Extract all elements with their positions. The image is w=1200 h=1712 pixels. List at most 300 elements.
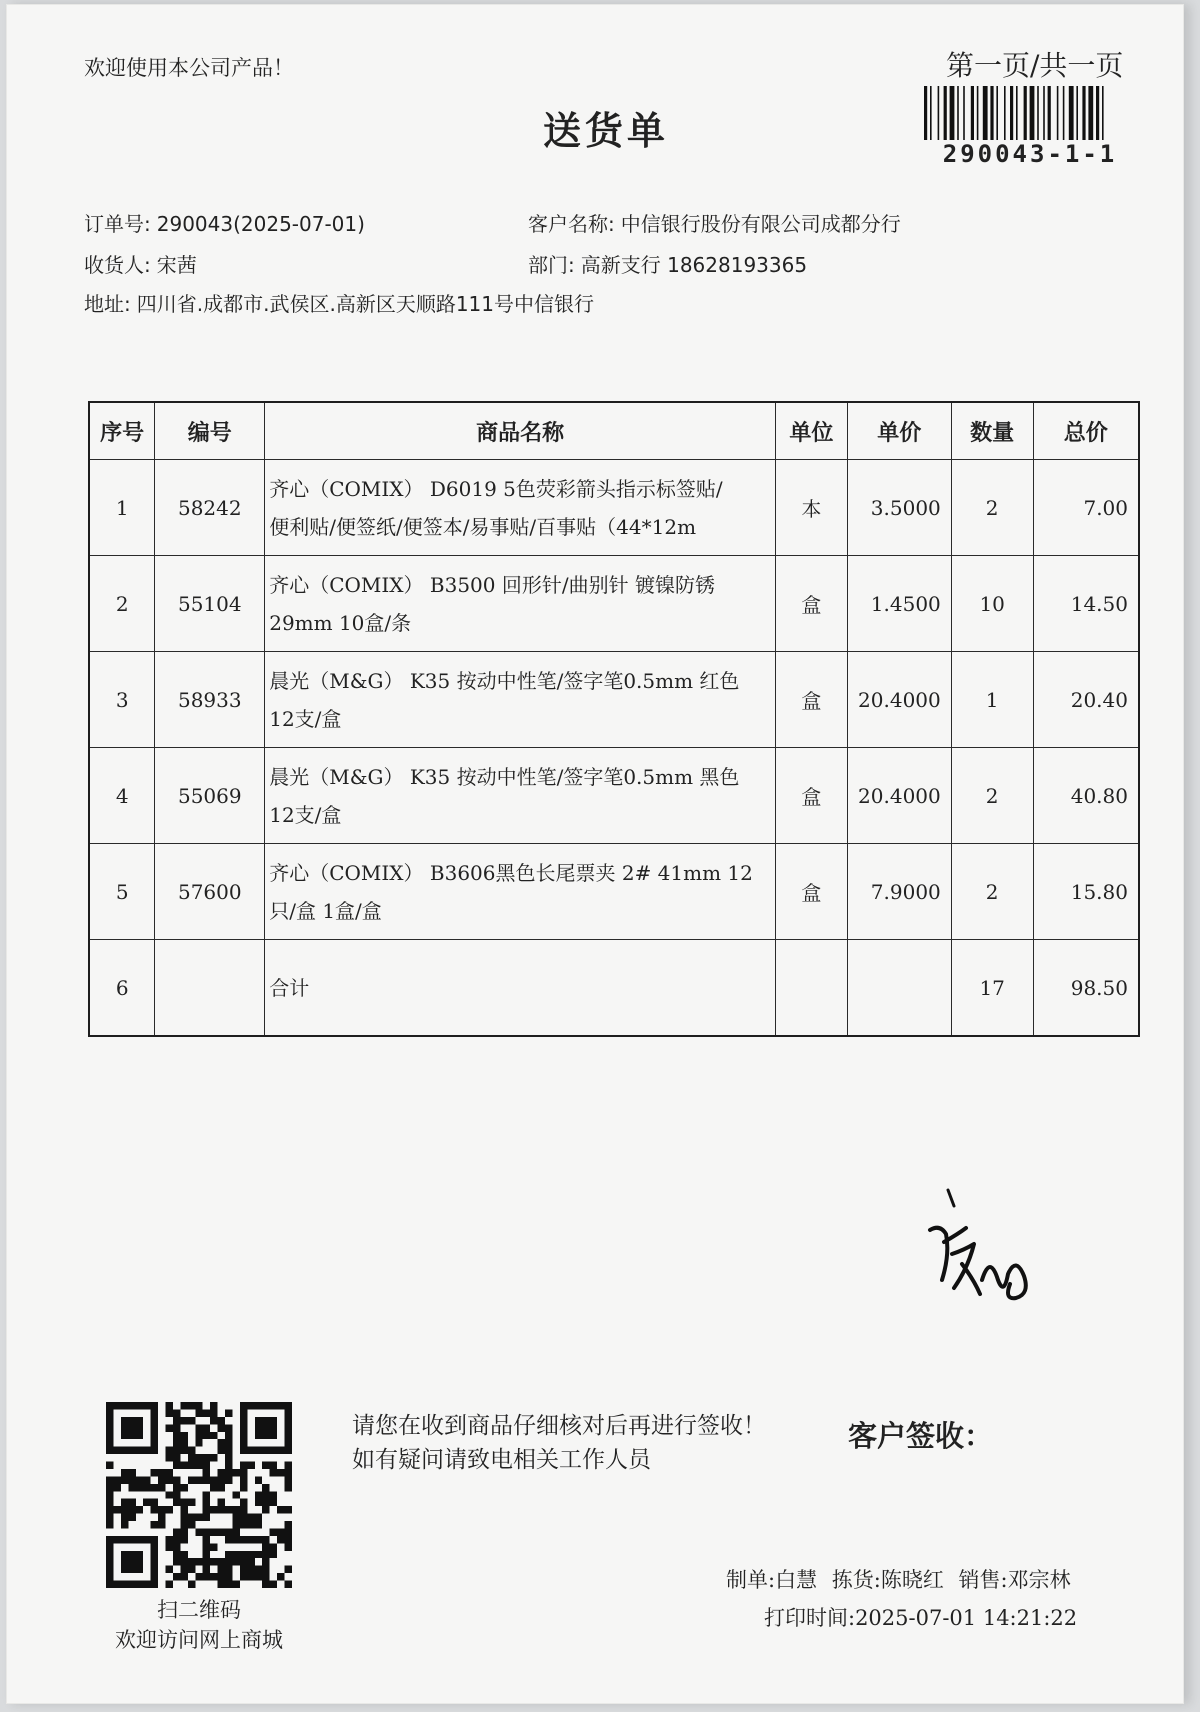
qr-module xyxy=(210,1573,217,1580)
qr-module xyxy=(195,1462,202,1469)
qr-module xyxy=(225,1536,232,1543)
qr-module xyxy=(218,1424,225,1431)
delivery-note-page xyxy=(6,4,1184,1704)
qr-module xyxy=(262,1491,269,1498)
table-row xyxy=(89,748,1139,844)
qr-module xyxy=(225,1409,232,1416)
qr-module xyxy=(180,1551,187,1558)
qr-module xyxy=(225,1447,232,1454)
qr-module xyxy=(203,1514,210,1521)
qr-module xyxy=(166,1447,173,1454)
qr-module xyxy=(247,1573,254,1580)
qr-module xyxy=(218,1528,225,1535)
qr-module xyxy=(180,1514,187,1521)
qr-module xyxy=(247,1521,254,1528)
product-name-line-2: 12支/盒 xyxy=(269,706,342,731)
qr-module xyxy=(262,1499,269,1506)
qr-module xyxy=(203,1543,210,1550)
qr-module xyxy=(173,1543,180,1550)
order-number-value: 290043(2025-07-01) xyxy=(156,212,365,236)
qr-module xyxy=(158,1476,165,1483)
qr-module xyxy=(173,1491,180,1498)
qr-module xyxy=(210,1528,217,1535)
qr-module xyxy=(166,1491,173,1498)
qr-module xyxy=(166,1506,173,1513)
qr-module xyxy=(195,1528,202,1535)
qr-module xyxy=(240,1462,247,1469)
qr-module xyxy=(203,1566,210,1573)
cell-product-name xyxy=(265,748,776,844)
cell-product-name xyxy=(265,652,776,748)
qr-module xyxy=(285,1581,292,1588)
qr-module xyxy=(203,1491,210,1498)
qr-module xyxy=(285,1469,292,1476)
qr-module xyxy=(180,1573,187,1580)
qr-module xyxy=(166,1424,173,1431)
qr-module xyxy=(240,1521,247,1528)
product-name-line-1: 齐心（COMIX） B3606黑色长尾票夹 2# 41mm 12 xyxy=(269,860,753,885)
qr-module xyxy=(247,1558,254,1565)
qr-module xyxy=(285,1484,292,1491)
qr-module xyxy=(255,1476,262,1483)
barcode-bar xyxy=(1069,86,1074,140)
qr-module xyxy=(285,1528,292,1535)
total-label: 合计 xyxy=(269,975,310,1000)
header-quantity: 数量 xyxy=(951,402,1033,460)
cell-total: 40.80 xyxy=(1033,748,1139,844)
qr-module xyxy=(195,1439,202,1446)
qr-module xyxy=(128,1484,135,1491)
cell-total: 15.80 xyxy=(1033,844,1139,940)
qr-module xyxy=(247,1514,254,1521)
qr-module xyxy=(180,1417,187,1424)
qr-module xyxy=(173,1476,180,1483)
barcode-bar xyxy=(924,86,927,140)
qr-module xyxy=(113,1506,120,1513)
cell-no: 1 xyxy=(89,460,155,556)
qr-module xyxy=(225,1424,232,1431)
qr-module xyxy=(173,1432,180,1439)
qr-caption-mall: 欢迎访问网上商城 xyxy=(115,1628,283,1652)
qr-module xyxy=(173,1573,180,1580)
qr-module xyxy=(195,1476,202,1483)
cell-code: 57600 xyxy=(155,844,265,940)
qr-module xyxy=(166,1536,173,1543)
barcode-bar xyxy=(1057,86,1059,140)
product-name-line-2: 只/盒 1盒/盒 xyxy=(269,898,382,923)
qr-module xyxy=(203,1469,210,1476)
qr-module xyxy=(225,1462,232,1469)
header-unit: 单位 xyxy=(775,402,847,460)
qr-module xyxy=(195,1454,202,1461)
qr-module xyxy=(195,1558,202,1565)
cell-no: 5 xyxy=(89,844,155,940)
product-name-line-1: 晨光（M&G） K35 按动中性笔/签字笔0.5mm 红色 xyxy=(269,668,740,693)
qr-module xyxy=(240,1573,247,1580)
table-row xyxy=(89,556,1139,652)
qr-module xyxy=(188,1476,195,1483)
barcode-bar xyxy=(971,86,974,140)
qr-module xyxy=(151,1484,158,1491)
qr-module xyxy=(270,1462,277,1469)
qr-module xyxy=(240,1476,247,1483)
table-total-row xyxy=(89,940,1139,1037)
qr-module xyxy=(203,1558,210,1565)
qr-module xyxy=(262,1506,269,1513)
qr-module xyxy=(270,1551,277,1558)
qr-module xyxy=(180,1402,187,1409)
qr-module xyxy=(240,1506,247,1513)
qr-module xyxy=(262,1558,269,1565)
qr-module xyxy=(210,1432,217,1439)
qr-module xyxy=(225,1506,232,1513)
qr-module xyxy=(121,1417,143,1439)
qr-module xyxy=(225,1581,232,1588)
qr-module xyxy=(158,1469,165,1476)
qr-module xyxy=(180,1521,187,1528)
qr-module xyxy=(188,1558,195,1565)
barcode-bar xyxy=(1010,86,1013,140)
qr-module xyxy=(203,1462,210,1469)
qr-module xyxy=(188,1521,195,1528)
qr-module xyxy=(232,1521,239,1528)
qr-module xyxy=(203,1551,210,1558)
qr-module xyxy=(180,1558,187,1565)
receiver xyxy=(84,249,197,278)
barcode-bar xyxy=(1063,86,1065,140)
qr-module xyxy=(270,1469,277,1476)
qr-module xyxy=(218,1447,225,1454)
qr-module xyxy=(173,1462,180,1469)
qr-module xyxy=(262,1566,269,1573)
qr-module xyxy=(270,1581,277,1588)
order-number xyxy=(84,208,365,237)
product-name-line-1: 齐心（COMIX） D6019 5色荧彩箭头指示标签贴/ xyxy=(269,476,723,501)
qr-module xyxy=(173,1454,180,1461)
qr-module xyxy=(262,1573,269,1580)
cell-unit: 盒 xyxy=(775,652,847,748)
cell-unit-price: 3.5000 xyxy=(847,460,951,556)
qr-module xyxy=(255,1521,262,1528)
qr-module xyxy=(180,1506,187,1513)
qr-module xyxy=(106,1514,113,1521)
qr-module xyxy=(106,1521,113,1528)
cell-unit: 盒 xyxy=(775,748,847,844)
qr-module xyxy=(106,1476,113,1483)
qr-module xyxy=(158,1514,165,1521)
qr-module xyxy=(285,1543,292,1550)
table-header-row xyxy=(89,402,1139,460)
table-row xyxy=(89,460,1139,556)
cell-no: 4 xyxy=(89,748,155,844)
qr-module xyxy=(121,1469,128,1476)
qr-module xyxy=(225,1551,232,1558)
qr-module xyxy=(232,1514,239,1521)
qr-module xyxy=(188,1499,195,1506)
qr-module xyxy=(188,1417,195,1424)
qr-module xyxy=(180,1439,187,1446)
qr-module xyxy=(277,1506,284,1513)
qr-module xyxy=(285,1521,292,1528)
qr-module xyxy=(203,1528,210,1535)
barcode-bar xyxy=(1096,86,1099,140)
address xyxy=(84,288,594,317)
qr-module xyxy=(121,1521,128,1528)
cell-no: 6 xyxy=(89,940,155,1037)
qr-module xyxy=(240,1551,247,1558)
qr-module xyxy=(166,1476,173,1483)
qr-module xyxy=(270,1528,277,1535)
cell-total: 14.50 xyxy=(1033,556,1139,652)
qr-module xyxy=(113,1484,120,1491)
qr-module xyxy=(173,1439,180,1446)
qr-module xyxy=(143,1476,150,1483)
qr-caption-scan: 扫二维码 xyxy=(157,1598,241,1622)
qr-module xyxy=(143,1484,150,1491)
cell-code: 55104 xyxy=(155,556,265,652)
qr-module xyxy=(106,1462,113,1469)
qr-module xyxy=(210,1417,217,1424)
qr-module xyxy=(136,1476,143,1483)
barcode-number: 290043-1-1 xyxy=(942,140,1118,168)
header-total: 总价 xyxy=(1033,402,1139,460)
qr-module xyxy=(225,1476,232,1483)
barcode xyxy=(922,86,1138,140)
qr-module xyxy=(180,1528,187,1535)
qr-module xyxy=(218,1566,225,1573)
barcode-bar xyxy=(938,86,940,140)
qr-module xyxy=(166,1402,173,1409)
qr-module xyxy=(277,1469,284,1476)
cell-product-name xyxy=(265,940,776,1037)
qr-module xyxy=(180,1484,187,1491)
cell-product-name xyxy=(265,844,776,940)
page-indicator: 第一页/共一页 xyxy=(946,49,1124,82)
cell-product-name xyxy=(265,460,776,556)
receipt-notice: 请您在收到商品仔细核对后再进行签收！如有疑问请致电相关工作人员 xyxy=(352,1413,766,1473)
qr-module xyxy=(158,1521,165,1528)
qr-module xyxy=(232,1536,239,1543)
product-name-line-1: 齐心（COMIX） B3500 回形针/曲别针 镀镍防锈 xyxy=(269,572,715,597)
qr-module xyxy=(195,1573,202,1580)
items-table xyxy=(88,401,1140,1037)
cell-total: 7.00 xyxy=(1033,460,1139,556)
header-code: 编号 xyxy=(155,402,265,460)
qr-module xyxy=(195,1402,202,1409)
qr-module xyxy=(173,1417,180,1424)
qr-module xyxy=(277,1536,284,1543)
qr-module xyxy=(121,1499,128,1506)
cell-unit: 本 xyxy=(775,460,847,556)
qr-module xyxy=(225,1432,232,1439)
document-title: 送货单 xyxy=(542,109,669,153)
qr-module xyxy=(255,1573,262,1580)
qr-module xyxy=(128,1469,135,1476)
qr-module xyxy=(173,1551,180,1558)
qr-module xyxy=(188,1462,195,1469)
cell-quantity-total: 17 xyxy=(951,940,1033,1037)
qr-module xyxy=(210,1506,217,1513)
qr-module xyxy=(128,1476,135,1483)
qr-module xyxy=(173,1536,180,1543)
qr-module xyxy=(218,1469,225,1476)
barcode-bar xyxy=(990,86,993,140)
barcode-bar xyxy=(1037,86,1039,140)
qr-module xyxy=(255,1491,262,1498)
qr-module xyxy=(240,1566,247,1573)
qr-module xyxy=(262,1551,269,1558)
qr-module xyxy=(255,1551,262,1558)
customer-name xyxy=(528,208,901,237)
qr-module xyxy=(173,1528,180,1535)
qr-module xyxy=(225,1558,232,1565)
cell-unit-price: 20.4000 xyxy=(847,652,951,748)
cell-quantity: 2 xyxy=(951,844,1033,940)
qr-module xyxy=(285,1506,292,1513)
qr-module xyxy=(247,1462,254,1469)
cell-no: 2 xyxy=(89,556,155,652)
barcode-bar xyxy=(977,86,979,140)
qr-module xyxy=(240,1499,247,1506)
qr-module xyxy=(121,1514,128,1521)
qr-module xyxy=(255,1499,262,1506)
qr-module xyxy=(203,1476,210,1483)
qr-module xyxy=(151,1506,158,1513)
barcode-bar xyxy=(1088,86,1093,140)
cell-quantity: 2 xyxy=(951,748,1033,844)
qr-module xyxy=(225,1566,232,1573)
qr-module xyxy=(188,1402,195,1409)
qr-module xyxy=(232,1528,239,1535)
qr-module xyxy=(218,1558,225,1565)
qr-module xyxy=(166,1469,173,1476)
qr-module xyxy=(240,1536,247,1543)
cell-unit-price: 7.9000 xyxy=(847,844,951,940)
barcode-bar xyxy=(1102,86,1104,140)
print-time: 打印时间:2025-07-01 14:21:22 xyxy=(764,1606,1078,1630)
qr-module xyxy=(210,1558,217,1565)
product-name-line-2: 29mm 10盒/条 xyxy=(269,610,412,635)
cell-unit xyxy=(775,940,847,1037)
qr-module xyxy=(225,1469,232,1476)
qr-module xyxy=(232,1581,239,1588)
qr-module xyxy=(285,1566,292,1573)
qr-module xyxy=(240,1469,247,1476)
qr-module xyxy=(128,1499,135,1506)
welcome-text: 欢迎使用本公司产品！ xyxy=(84,56,294,80)
qr-module xyxy=(285,1536,292,1543)
cell-unit-price: 1.4500 xyxy=(847,556,951,652)
qr-module xyxy=(218,1484,225,1491)
qr-module xyxy=(262,1536,269,1543)
qr-module xyxy=(113,1476,120,1483)
qr-module xyxy=(240,1514,247,1521)
qr-module xyxy=(247,1566,254,1573)
qr-module xyxy=(188,1454,195,1461)
qr-module xyxy=(210,1543,217,1550)
barcode-bar xyxy=(1043,86,1045,140)
cell-product-name xyxy=(265,556,776,652)
qr-module xyxy=(151,1499,158,1506)
qr-module xyxy=(285,1476,292,1483)
qr-module xyxy=(173,1499,180,1506)
cell-quantity: 10 xyxy=(951,556,1033,652)
qr-module xyxy=(121,1506,128,1513)
qr-module xyxy=(203,1409,210,1416)
barcode-bar xyxy=(983,86,988,140)
barcode-bar xyxy=(1048,86,1051,140)
cell-code xyxy=(155,940,265,1037)
qr-module xyxy=(218,1476,225,1483)
qr-module xyxy=(106,1506,113,1513)
qr-module xyxy=(203,1506,210,1513)
qr-module xyxy=(255,1417,277,1439)
handwritten-signature xyxy=(924,1184,1044,1334)
qr-module xyxy=(240,1484,247,1491)
barcode-bar xyxy=(950,86,955,140)
barcode-bar xyxy=(1004,86,1006,140)
qr-module xyxy=(210,1454,217,1461)
qr-module xyxy=(210,1409,217,1416)
qr-module xyxy=(203,1424,210,1431)
qr-module xyxy=(232,1551,239,1558)
qr-module xyxy=(218,1439,225,1446)
qr-module xyxy=(166,1581,173,1588)
customer-signature-label: 客户签收： xyxy=(848,1419,994,1453)
qr-module xyxy=(151,1521,158,1528)
qr-module xyxy=(232,1506,239,1513)
order-number-label: 订单号: xyxy=(84,212,151,236)
qr-module xyxy=(188,1581,195,1588)
product-name-line-2: 便利贴/便签纸/便签本/易事贴/百事贴（44*12m xyxy=(269,514,697,539)
cell-total: 20.40 xyxy=(1033,652,1139,748)
qr-module xyxy=(136,1506,143,1513)
barcode-bar xyxy=(930,86,932,140)
qr-module xyxy=(247,1551,254,1558)
qr-module xyxy=(121,1551,143,1573)
qr-module xyxy=(270,1543,277,1550)
qr-module xyxy=(218,1506,225,1513)
qr-module xyxy=(203,1573,210,1580)
qr-module xyxy=(218,1581,225,1588)
qr-code xyxy=(106,1402,292,1588)
cell-code: 58933 xyxy=(155,652,265,748)
qr-module xyxy=(247,1536,254,1543)
barcode-bar xyxy=(1024,86,1027,140)
qr-module xyxy=(262,1581,269,1588)
qr-module xyxy=(173,1558,180,1565)
qr-module xyxy=(166,1409,173,1416)
cell-code: 55069 xyxy=(155,748,265,844)
qr-module xyxy=(255,1566,262,1573)
barcode-bar xyxy=(1082,86,1085,140)
customer-name-value: 中信银行股份有限公司成都分行 xyxy=(620,212,901,236)
qr-module xyxy=(210,1402,217,1409)
qr-module xyxy=(285,1462,292,1469)
qr-module xyxy=(180,1566,187,1573)
barcode-bar xyxy=(963,86,965,140)
customer-name-label: 客户名称: xyxy=(528,212,615,236)
qr-module xyxy=(270,1499,277,1506)
qr-module xyxy=(270,1491,277,1498)
cell-unit-price: 20.4000 xyxy=(847,748,951,844)
department-label: 部门: xyxy=(528,253,575,277)
qr-module xyxy=(166,1566,173,1573)
qr-module xyxy=(255,1514,262,1521)
address-label: 地址: xyxy=(84,292,131,316)
qr-module xyxy=(203,1432,210,1439)
cell-unit: 盒 xyxy=(775,556,847,652)
